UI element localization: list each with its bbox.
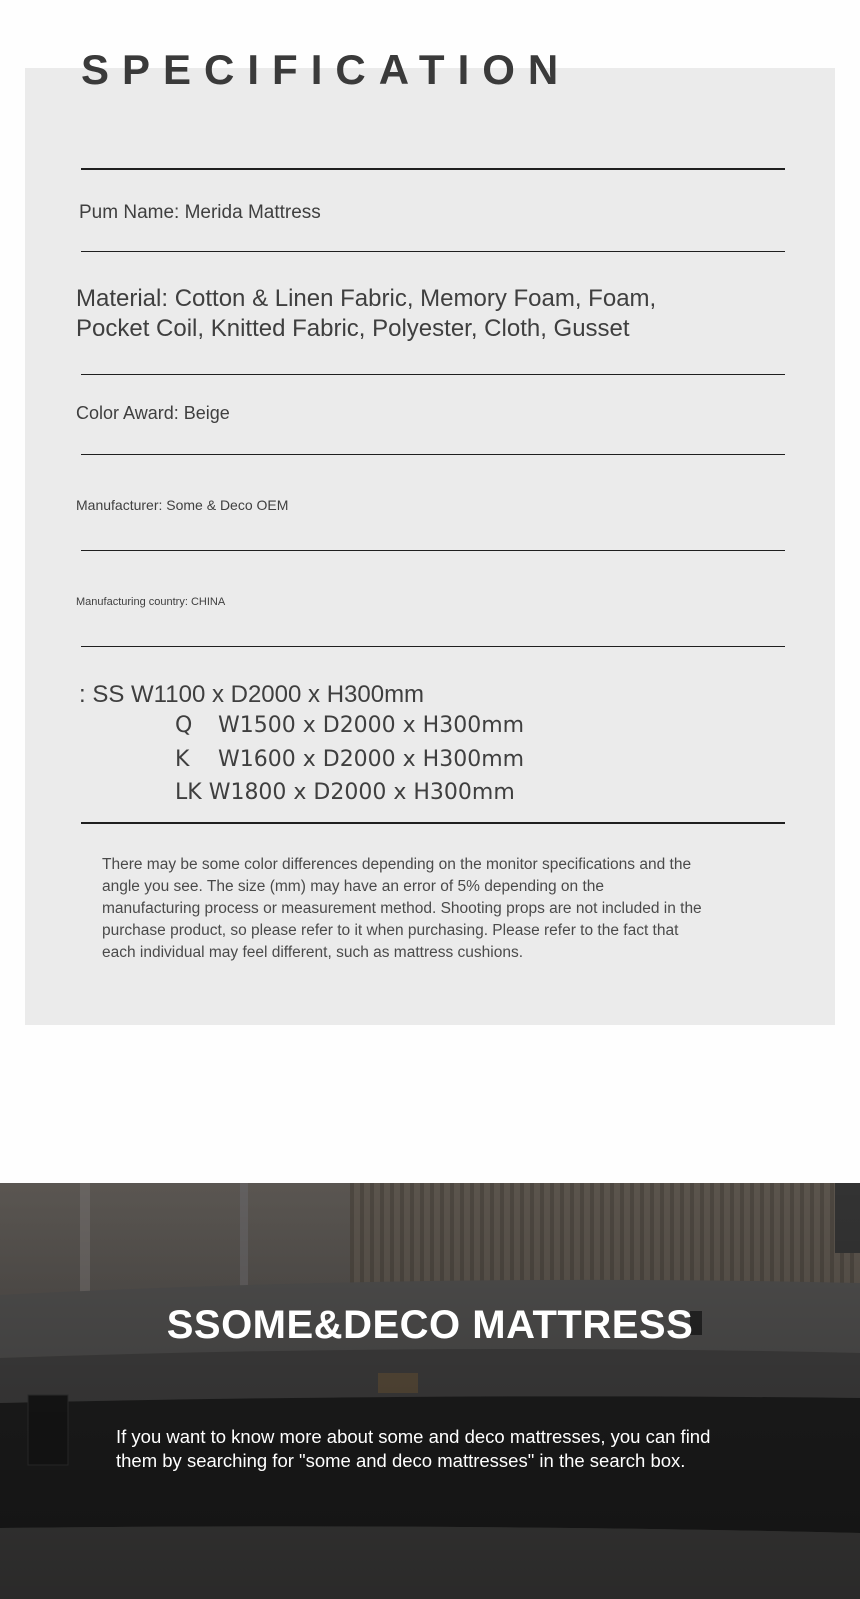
size-code: : SS xyxy=(79,681,125,708)
divider xyxy=(81,822,785,824)
mattress-photo xyxy=(0,1183,860,1599)
divider xyxy=(81,374,785,375)
divider xyxy=(81,550,785,551)
size-code: LK xyxy=(175,780,202,805)
divider xyxy=(81,646,785,647)
size-code: Q xyxy=(175,713,193,738)
size-row xyxy=(79,679,424,711)
material-line-1: Material: Cotton & Linen Fabric, Memory Foam, Foam, xyxy=(76,285,657,312)
size-dims: W1800 x D2000 x H300mm xyxy=(208,780,515,805)
material-line-2: Pocket Coil, Knitted Fabric, Polyester, Cloth, Gusset xyxy=(76,315,630,342)
disclaimer-text: There may be some color differences depending on the monitor specifications and the angle you see. The size (mm) may have an error of 5% depending on the manufacturing process or measurement method. Shooting props are not included in the purchase product, so please refer to it when purchasing. Please refer to the fact that each individual may feel different, such as mattress cushions. xyxy=(102,856,702,961)
color-award: Color Award: Beige xyxy=(76,403,230,423)
divider xyxy=(81,251,785,252)
size-code: K xyxy=(175,747,190,772)
manufacturer: Manufacturer: Some & Deco OEM xyxy=(76,497,289,513)
product-name: Pum Name: Merida Mattress xyxy=(79,202,321,223)
size-row xyxy=(175,744,524,776)
size-dims: W1600 x D2000 x H300mm xyxy=(218,747,525,772)
brand-title: SSOME&DECO MATTRESS xyxy=(166,1303,694,1347)
brand-banner xyxy=(0,1183,860,1599)
specification-title: SPECIFICATION xyxy=(81,46,572,93)
size-dims: W1500 x D2000 x H300mm xyxy=(218,713,525,738)
divider xyxy=(81,168,785,170)
size-row xyxy=(175,710,524,742)
manufacturing-country: Manufacturing country: CHINA xyxy=(76,596,226,608)
size-dims: W1100 x D2000 x H300mm xyxy=(131,681,425,708)
size-row xyxy=(175,777,515,809)
brand-description: If you want to know more about some and deco mattresses, you can find them by searching for "some and deco mattresses" in the search box. xyxy=(116,1426,711,1471)
divider xyxy=(81,454,785,455)
